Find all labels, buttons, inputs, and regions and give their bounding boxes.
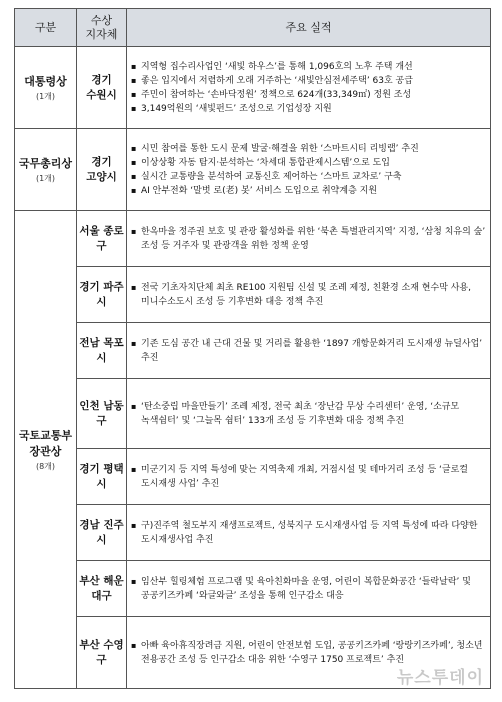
achievement-text: ▪ ‘탄소중립 마을만들기’ 조례 제정, 전국 최초 ‘장난감 무상 수리센터’ 운영, ‘소규모 녹색쉼터’ 및 ‘그늘목 쉼터’ 133개 조성 등 기후변화 대응 정책 추진 bbox=[131, 400, 486, 428]
city-cell: 경기 파주 시 bbox=[77, 267, 127, 323]
table-row bbox=[15, 379, 491, 449]
achievement-cell bbox=[127, 561, 491, 617]
achievement-text: ▪ 기존 도심 공간 내 근대 건물 및 거리를 활용한 ‘1897 개항문화거리 도시재생 뉴딜사업’ 추진 bbox=[131, 337, 486, 365]
category-label: 대통령상 bbox=[24, 75, 67, 88]
achievement-text: ▪ 한옥마을 정주권 보호 및 관광 활성화를 위한 ‘북촌 특별관리지역’ 지정, ‘삼청 치유의 숲’ 조성 등 거주자 및 관광객을 위한 정책 운영 bbox=[131, 225, 486, 253]
achievement-item: ▪ 지역형 집수리사업인 ‘새빛 하우스’를 통해 1,096호의 노후 주택 개선 bbox=[131, 60, 486, 74]
city-cell: 경기 수원시 bbox=[77, 47, 127, 129]
achievement-cell bbox=[127, 449, 491, 505]
city-cell: 경남 진주 시 bbox=[77, 505, 127, 561]
city-cell: 부산 해운 대구 bbox=[77, 561, 127, 617]
category-label: 국토교통부 장관상 bbox=[18, 429, 73, 458]
category-cell bbox=[15, 211, 77, 689]
achievement-item: ▪ 이상상황 자동 탐지·분석하는 ‘차세대 통합관제시스템’으로 도입 bbox=[131, 156, 486, 170]
achievement-cell bbox=[127, 129, 491, 211]
achievement-item: ▪ 실시간 교통량을 분석하여 교통신호 제어하는 ‘스마트 교차로’ 구축 bbox=[131, 170, 486, 184]
city-cell: 전남 목포 시 bbox=[77, 323, 127, 379]
table-row bbox=[15, 211, 491, 267]
category-label: 국무총리상 bbox=[18, 157, 73, 170]
achievement-item: ▪ 시민 참여를 통한 도시 문제 발굴·해결을 위한 ‘스마트시티 리빙랩’ 추진 bbox=[131, 142, 486, 156]
achievement-text: ▪ 구)진주역 철도부지 재생프로젝트, 성북지구 도시재생사업 등 지역 특성에 따라 다양한 도시재생사업 추진 bbox=[131, 519, 486, 547]
watermark-logo: 뉴스투데이 bbox=[396, 668, 484, 688]
category-count: (1개) bbox=[35, 174, 56, 183]
table-row bbox=[15, 449, 491, 505]
category-count: (1개) bbox=[35, 92, 56, 101]
table-row bbox=[15, 129, 491, 211]
achievement-cell bbox=[127, 505, 491, 561]
achievement-cell bbox=[127, 47, 491, 129]
achievement-text: ▪ 임산부 힐링체험 프로그램 및 육아친화마을 운영, 어린이 복합문화공간 ‘들락날락’ 및 공공키즈카페 ‘와글와글’ 조성을 통해 인구감소 대응 bbox=[131, 575, 486, 603]
city-cell: 경기 고양시 bbox=[77, 129, 127, 211]
achievement-cell bbox=[127, 379, 491, 449]
table-row bbox=[15, 47, 491, 129]
header-row bbox=[15, 9, 491, 47]
achievement-cell bbox=[127, 267, 491, 323]
header-achievements: 주요 실적 bbox=[127, 9, 491, 47]
category-cell bbox=[15, 129, 77, 211]
table-row bbox=[15, 323, 491, 379]
achievement-item: ▪ AI 안부전화 ‘말벗 로(老) 봇’ 서비스 도입으로 취약계층 지원 bbox=[131, 184, 486, 198]
achievement-text: ▪ 아빠 육아휴직장려금 지원, 어린이 안전보험 도입, 공공키즈카페 ‘랑랑키즈카페’, 청소년 전용공간 조성 등 인구감소 대응 위한 ‘수영구 1750 프로젝트’ 추진 bbox=[131, 639, 486, 667]
achievement-cell bbox=[127, 211, 491, 267]
header-city: 수상 지자체 bbox=[77, 9, 127, 47]
city-cell: 부산 수영 구 bbox=[77, 617, 127, 689]
achievement-text: ▪ 미군기지 등 지역 특성에 맞는 지역축제 개최, 거점시설 및 테마거리 조성 등 ‘글로컬 도시재생 사업’ 추진 bbox=[131, 463, 486, 491]
header-category: 구분 bbox=[15, 9, 77, 47]
achievement-text: ▪ 전국 기초자치단체 최초 RE100 지원팀 신설 및 조례 제정, 친환경 소재 현수막 사용, 미니수소도시 조성 등 기후변화 대응 정책 추진 bbox=[131, 281, 486, 309]
city-cell: 서울 종로 구 bbox=[77, 211, 127, 267]
category-count: (8개) bbox=[35, 462, 56, 471]
achievement-cell bbox=[127, 323, 491, 379]
city-cell: 경기 평택 시 bbox=[77, 449, 127, 505]
table-row bbox=[15, 505, 491, 561]
awards-table bbox=[14, 8, 491, 689]
achievement-item: ▪ 좋은 입지에서 저렴하게 오래 거주하는 ‘새빛안심전세주택’ 63호 공급 bbox=[131, 74, 486, 88]
city-cell: 인천 남동 구 bbox=[77, 379, 127, 449]
achievement-item: ▪ 3,149억원의 ‘새빛펀드’ 조성으로 기업성장 지원 bbox=[131, 102, 486, 116]
table-row bbox=[15, 561, 491, 617]
category-cell bbox=[15, 47, 77, 129]
table-row bbox=[15, 267, 491, 323]
achievement-item: ▪ 주민이 참여하는 ‘손바닥정원’ 정책으로 624개(33,349㎡) 정원 조성 bbox=[131, 88, 486, 102]
